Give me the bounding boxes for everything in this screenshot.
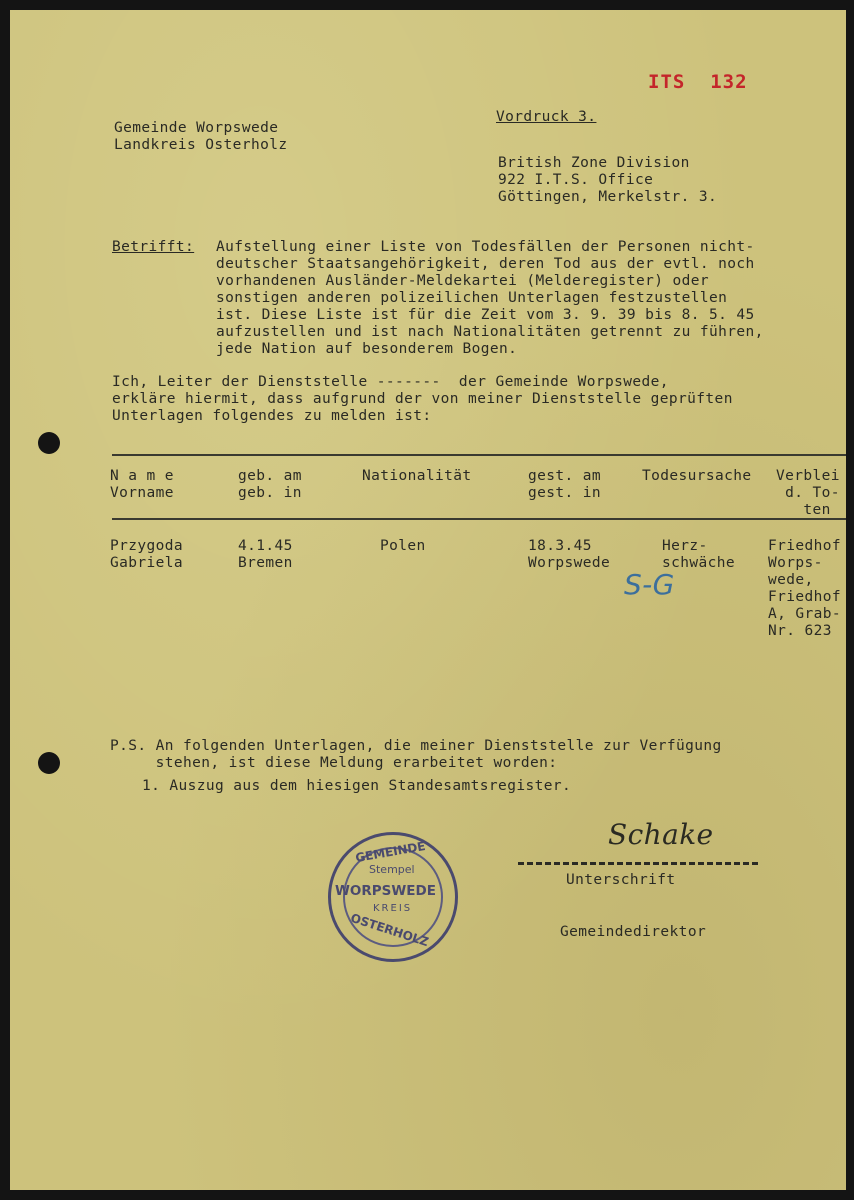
subject-line-5: ist. Diese Liste ist für die Zeit vom 3. 9. 39 bis 8. 5. 45: [216, 307, 755, 323]
sender-district: Landkreis Osterholz: [114, 137, 288, 153]
declaration-line-2: erkläre hiermit, dass aufgrund der von meiner Dienststelle geprüften: [112, 391, 733, 407]
subject-line-6: aufzustellen und ist nach Nationalitäten getrennt zu führen,: [216, 324, 764, 340]
signature-label: Unterschrift: [566, 872, 676, 888]
row-remains: Friedhof Worps- wede, Friedhof A, Grab- Nr. 623: [768, 538, 842, 639]
header-cause: Todesursache: [642, 468, 752, 484]
recipient-line-1: British Zone Division: [498, 155, 690, 171]
document-page: [10, 10, 846, 1190]
handwritten-signature: Schake: [608, 818, 714, 851]
seal-text-top: GEMEINDE: [354, 838, 427, 866]
subject-line-7: jede Nation auf besonderem Bogen.: [216, 341, 518, 357]
row-name: Przygoda Gabriela: [110, 538, 184, 571]
seal-text-center: WORPSWEDE: [335, 883, 436, 899]
seal-text-mark: Stempel: [369, 863, 415, 876]
header-nationality: Nationalität: [362, 468, 472, 484]
header-remains: Verblei d. To- ten: [776, 468, 840, 518]
ps-line-1: P.S. An folgenden Unterlagen, die meiner Dienststelle zur Verfügung: [110, 738, 722, 754]
signatory-title: Gemeindedirektor: [560, 924, 707, 940]
subject-line-3: vorhandenen Ausländer-Meldekartei (Melderegister) oder: [216, 273, 710, 289]
punch-hole-top: [38, 432, 60, 454]
row-cause: Herz- schwäche: [662, 538, 736, 571]
ps-item-1: 1. Auszug aus dem hiesigen Standesamtsregister.: [142, 778, 572, 794]
archive-stamp: ITS 132: [648, 71, 748, 93]
declaration-line-1: Ich, Leiter der Dienststelle ------- der Gemeinde Worpswede,: [112, 374, 669, 390]
subject-line-1: Aufstellung einer Liste von Todesfällen der Personen nicht-: [216, 239, 755, 255]
recipient-line-2: 922 I.T.S. Office: [498, 172, 654, 188]
declaration-line-3: Unterlagen folgendes zu melden ist:: [112, 408, 432, 424]
handwritten-note: S-G: [624, 568, 675, 601]
seal-text-kreis: KREIS: [373, 903, 413, 914]
sender-municipality: Gemeinde Worpswede: [114, 120, 279, 136]
signature-line: [518, 862, 758, 865]
row-nationality: Polen: [380, 538, 426, 554]
header-born: geb. am geb. in: [238, 468, 302, 501]
municipal-seal: [328, 832, 458, 962]
ps-line-2: stehen, ist diese Meldung erarbeitet worden:: [110, 755, 558, 771]
header-name: N a m e Vorname: [110, 468, 174, 501]
table-top-rule: [112, 454, 846, 456]
punch-hole-bottom: [38, 752, 60, 774]
header-died: gest. am gest. in: [528, 468, 602, 501]
seal-text-bottom: OSTERHOLZ: [348, 910, 431, 950]
row-died: 18.3.45 Worpswede: [528, 538, 611, 571]
table-header-rule: [112, 518, 846, 520]
subject-line-2: deutscher Staatsangehörigkeit, deren Tod aus der evtl. noch: [216, 256, 755, 272]
subject-label: Betrifft:: [112, 239, 195, 255]
subject-line-4: sonstigen anderen polizeilichen Unterlagen festzustellen: [216, 290, 728, 306]
form-label: Vordruck 3.: [496, 109, 597, 125]
recipient-line-3: Göttingen, Merkelstr. 3.: [498, 189, 718, 205]
row-born: 4.1.45 Bremen: [238, 538, 293, 571]
